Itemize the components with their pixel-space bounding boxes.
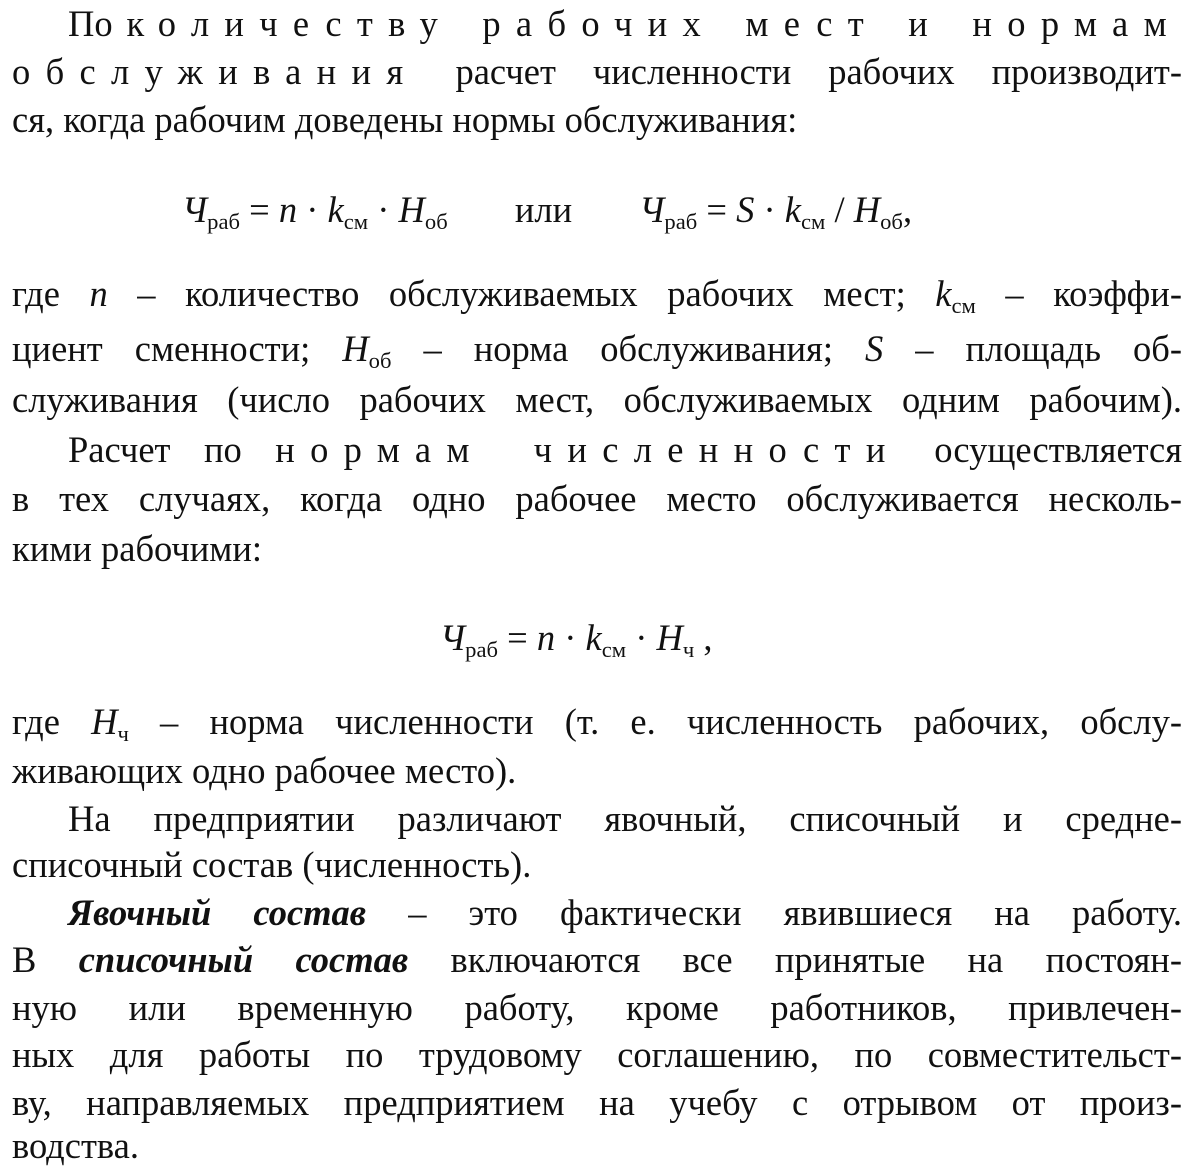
text-line-1: По количеству рабочих мест и нормам bbox=[68, 3, 1183, 44]
text-line-7: Расчет по нормам численности осуществляется bbox=[68, 429, 1183, 470]
text-line-16: ную или временную работу, кроме работников, привлечен- bbox=[12, 987, 1182, 1028]
text-line-11: живающих одно рабочее место). bbox=[12, 750, 517, 791]
text-line-6: служивания (число рабочих мест, обслуживаемых одним рабочим). bbox=[12, 379, 1182, 420]
text-line-3: ся, когда рабочим доведены нормы обслуживания: bbox=[12, 99, 798, 140]
formula-workers-by-service-norm: $Ч_{раб} = n \cdot k_{см} \cdot Н_{об}$ или $Ч_{раб} = S \cdot k_{см} / Н_{об}$, bbox=[182, 189, 913, 234]
text-line-10: где $Н_ч$ – норма численности (т. е. численность рабочих, обслу- bbox=[12, 701, 1182, 746]
text-line-17: ных для работы по трудовому соглашению, по совместительст- bbox=[12, 1034, 1182, 1075]
text-line-14: Явочный состав – это фактически явившиеся на работу. bbox=[68, 892, 1183, 933]
text-line-5: циент сменности; $Н_{об}$ – норма обслуживания; S – площадь об- bbox=[12, 328, 1182, 373]
formula-workers-by-headcount-norm: $Ч_{раб} = n \cdot k_{см} \cdot Н_ч$ , bbox=[440, 617, 713, 662]
text-line-18: ву, направляемых предприятием на учебу с отрывом от произ- bbox=[12, 1082, 1182, 1123]
text-line-8: в тех случаях, когда одно рабочее место обслуживается несколь- bbox=[12, 478, 1182, 519]
text-line-12: На предприятии различают явочный, списочный и средне- bbox=[68, 798, 1182, 839]
text-line-2: обслуживания расчет численности рабочих производит- bbox=[12, 51, 1182, 92]
text-line-9: кими рабочими: bbox=[12, 528, 263, 569]
text-line-13: списочный состав (численность). bbox=[12, 844, 532, 885]
text-line-19: водства. bbox=[12, 1125, 139, 1166]
text-line-4: где n – количество обслуживаемых рабочих мест; $k_{см}$ – коэффи- bbox=[12, 273, 1182, 318]
text-line-15: В списочный состав включаются все принятые на постоян- bbox=[12, 939, 1182, 980]
